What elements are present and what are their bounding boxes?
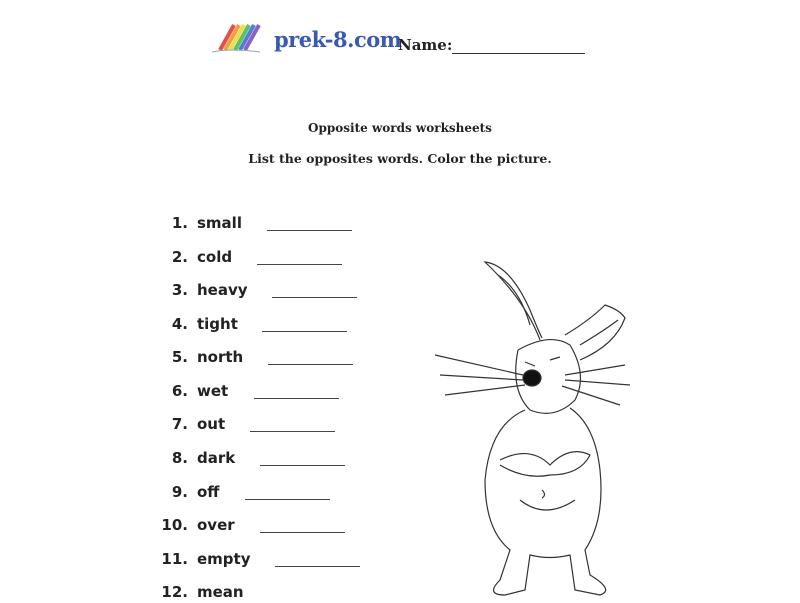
item-number: 3.: [171, 281, 188, 299]
item-word: cold: [197, 248, 233, 266]
item-word: out: [197, 415, 226, 433]
item-word: over: [197, 516, 235, 534]
item-number: 8.: [171, 449, 188, 467]
item-word: north: [197, 348, 244, 366]
item-number: 1.: [171, 214, 188, 232]
answer-blank[interactable]: [254, 398, 339, 399]
item-number: 12.: [161, 583, 188, 601]
answer-blank[interactable]: [267, 230, 352, 231]
answer-blank[interactable]: [262, 331, 347, 332]
item-number: 5.: [171, 348, 188, 366]
site-logo: prek-8.com: [274, 27, 402, 52]
worksheet-title: Opposite words worksheets: [308, 121, 492, 135]
answer-blank[interactable]: [275, 566, 360, 567]
item-number: 10.: [161, 516, 188, 534]
item-number: 2.: [171, 248, 188, 266]
answer-blank[interactable]: [268, 364, 353, 365]
answer-blank[interactable]: [257, 264, 342, 265]
name-blank-line[interactable]: [452, 53, 585, 54]
rainbow-logo-icon: [210, 22, 262, 54]
item-number: 9.: [171, 483, 188, 501]
item-number: 7.: [171, 415, 188, 433]
answer-blank[interactable]: [260, 465, 345, 466]
item-word: off: [197, 483, 220, 501]
item-word: mean: [197, 583, 244, 601]
instructions: List the opposites words. Color the picture.: [248, 151, 552, 166]
answer-blank[interactable]: [250, 431, 335, 432]
answer-blank[interactable]: [260, 532, 345, 533]
item-number: 6.: [171, 382, 188, 400]
item-word: heavy: [197, 281, 248, 299]
answer-blank[interactable]: [272, 297, 357, 298]
item-word: dark: [197, 449, 236, 467]
item-word: tight: [197, 315, 238, 333]
item-word: empty: [197, 550, 251, 568]
answer-blank[interactable]: [245, 499, 330, 500]
name-label: Name:: [398, 36, 453, 54]
bunny-picture: [430, 250, 650, 600]
item-word: small: [197, 214, 242, 232]
item-number: 4.: [171, 315, 188, 333]
item-word: wet: [197, 382, 229, 400]
item-number: 11.: [161, 550, 188, 568]
